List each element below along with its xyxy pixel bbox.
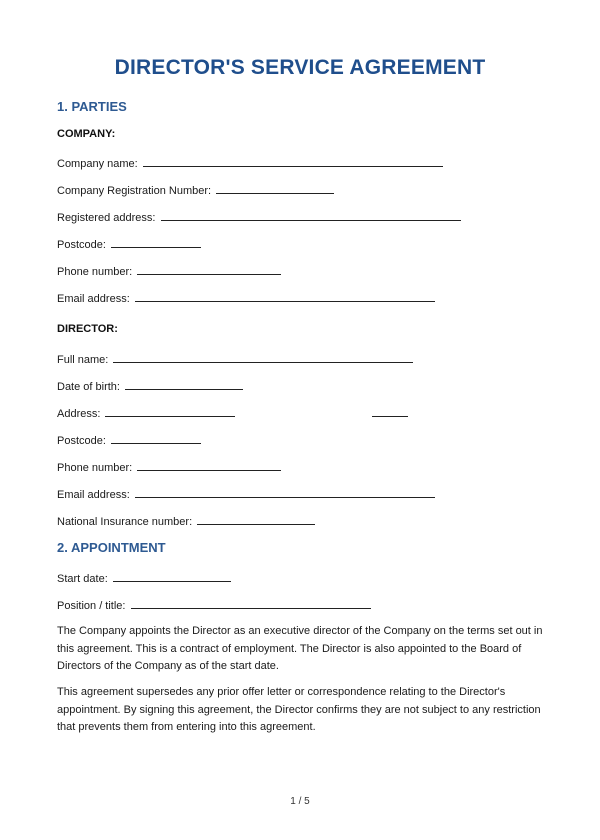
company-postcode-label: Postcode: [57,239,106,251]
registered-address-label: Registered address: [57,212,156,224]
company-reg-row [57,182,334,197]
company-reg-label: Company Registration Number: [57,185,212,197]
director-email-field[interactable] [135,486,435,498]
company-email-row [57,290,435,305]
full-name-row [57,351,413,366]
position-row [57,597,371,612]
company-name-label: Company name: [57,158,138,170]
company-reg-field[interactable] [216,182,334,194]
company-postcode-row [57,236,201,251]
address-field-part-2[interactable] [372,405,408,417]
company-name-field[interactable] [143,155,443,167]
document-title: DIRECTOR'S SERVICE AGREEMENT [114,56,486,79]
director-phone-field[interactable] [137,459,281,471]
director-phone-label: Phone number: [57,462,133,474]
start-date-field[interactable] [113,570,231,582]
address-row [57,405,408,420]
company-email-field[interactable] [135,290,435,302]
dob-field[interactable] [125,378,243,390]
start-date-row [57,570,231,585]
company-heading: COMPANY: [57,128,116,140]
company-phone-field[interactable] [137,263,281,275]
company-email-label: Email address: [57,293,130,305]
start-date-label: Start date: [57,573,108,585]
position-field[interactable] [131,597,371,609]
address-label: Address: [57,408,101,420]
appointment-paragraph-1: The Company appoints the Director as an executive director of the Company on the terms set out in this agreement. This is a contract of employment. The Director is also appointed to the Board of Directors of the Company as of the start date. [57,625,543,672]
section-heading-appointment: 2. APPOINTMENT [57,540,166,555]
dob-row [57,378,243,393]
director-phone-row [57,459,281,474]
company-phone-row [57,263,281,278]
full-name-field[interactable] [113,351,413,363]
ni-field[interactable] [197,513,315,525]
full-name-label: Full name: [57,354,109,366]
dob-label: Date of birth: [57,381,120,393]
director-postcode-field[interactable] [111,432,201,444]
director-heading: DIRECTOR: [57,323,118,335]
director-email-label: Email address: [57,489,130,501]
company-phone-label: Phone number: [57,266,133,278]
company-name-row [57,155,443,170]
address-field-part-1[interactable] [105,405,235,417]
registered-address-row [57,209,461,224]
ni-label: National Insurance number: [57,516,193,528]
registered-address-field[interactable] [161,209,461,221]
appointment-paragraph-2: This agreement supersedes any prior offer letter or correspondence relating to the Director's appointment. By signing this agreement, the Director confirms they are not subject to any restriction that prevents them from entering into this agreement. [57,686,541,733]
director-postcode-label: Postcode: [57,435,106,447]
company-postcode-field[interactable] [111,236,201,248]
section-heading-parties: 1. PARTIES [57,99,127,114]
position-label: Position / title: [57,600,126,612]
ni-row [57,513,315,528]
director-email-row [57,486,435,501]
director-postcode-row [57,432,201,447]
page-number: 1 / 5 [290,796,310,807]
